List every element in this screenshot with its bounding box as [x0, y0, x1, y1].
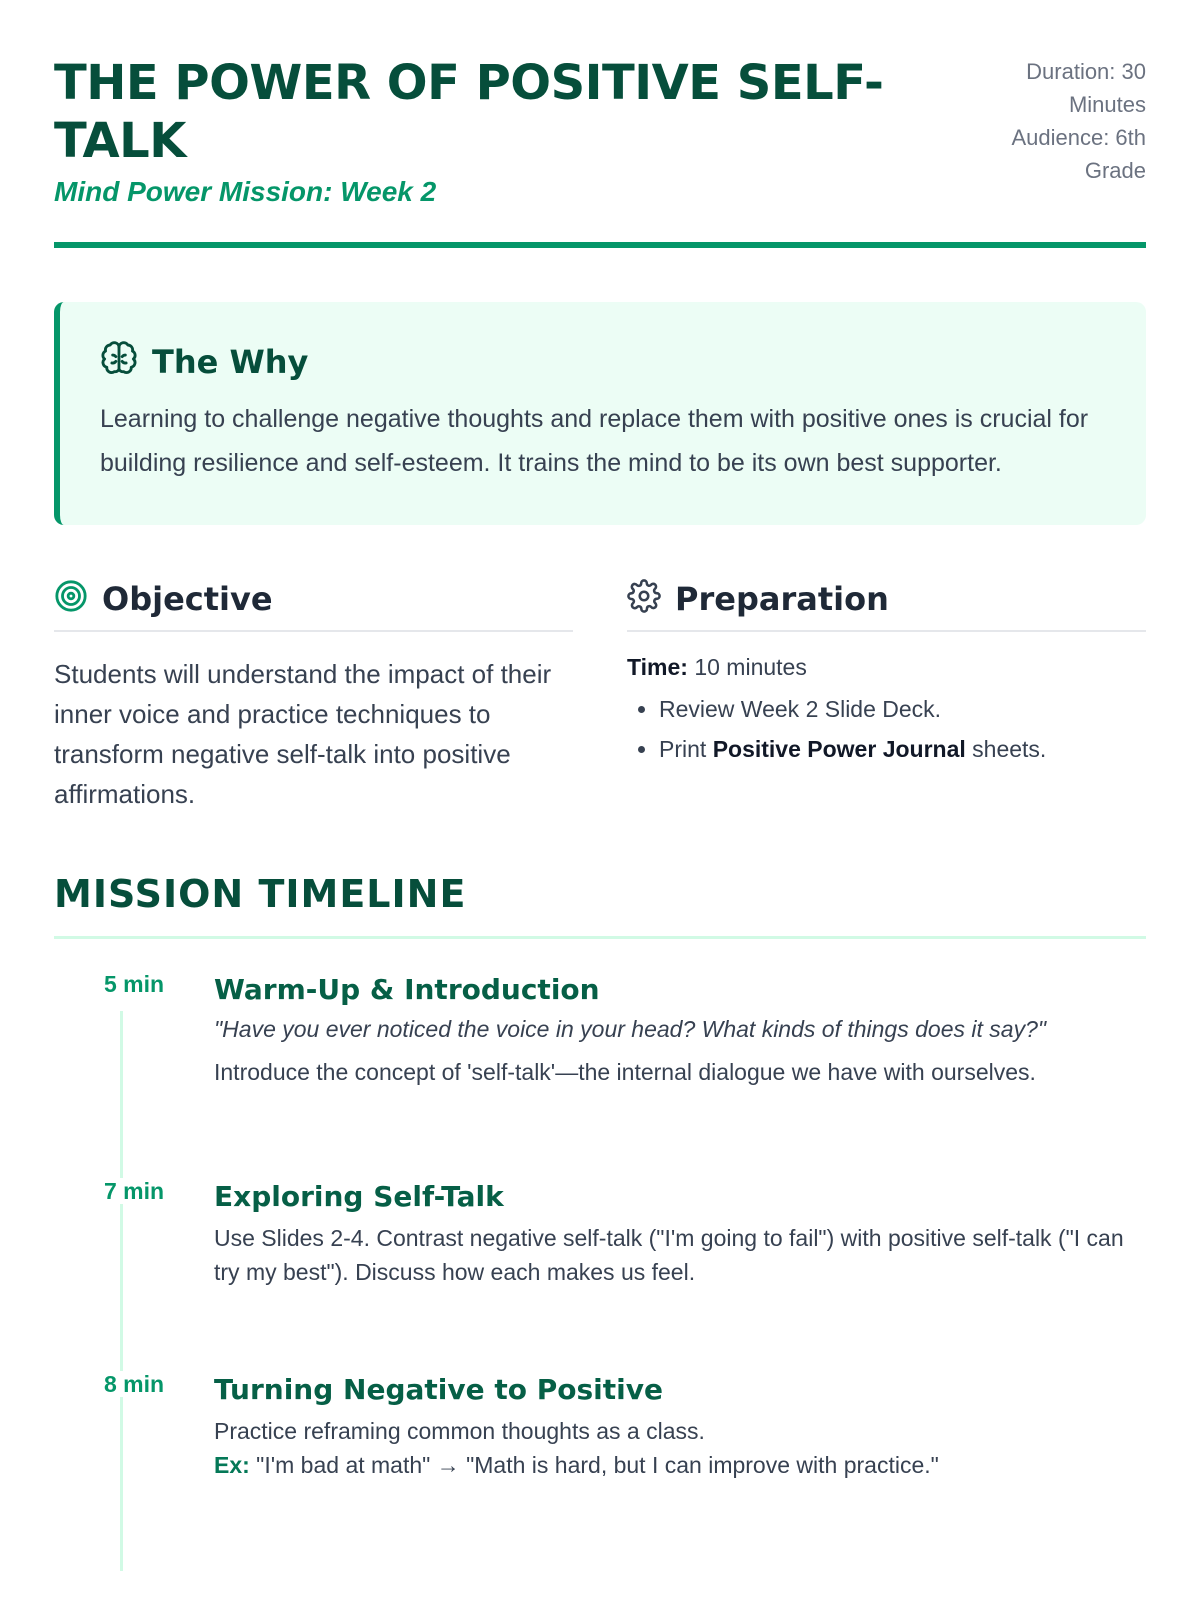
- why-header: [100, 340, 1102, 383]
- list-item-text: Review Week 2 Slide Deck.: [659, 696, 942, 722]
- timeline-item: [54, 1367, 1146, 1482]
- preparation-title: Preparation: [675, 579, 889, 618]
- time-label: Time:: [627, 654, 688, 680]
- objective-title: Objective: [102, 579, 273, 618]
- timeline-body: [214, 967, 1146, 1174]
- timeline-time-text: 5 min: [100, 971, 168, 997]
- preparation-time: [627, 654, 1146, 681]
- time-value: 10 minutes: [687, 654, 807, 680]
- timeline-item-desc: Introduce the concept of 'self-talk'—the internal dialogue we have with ourselves.: [214, 1059, 1036, 1085]
- timeline-divider: [54, 936, 1146, 939]
- list-item-text: sheets.: [965, 736, 1047, 762]
- timeline-item: [54, 1174, 1146, 1367]
- preparation-section: [627, 579, 1146, 814]
- why-title: The Why: [152, 342, 309, 381]
- timeline-item-desc: Use Slides 2-4. Contrast negative self-talk ("I'm going to fail") with positive self-talk ("I can try my best"). Discuss how each makes us feel.: [214, 1225, 1124, 1285]
- timeline-item-title: Exploring Self-Talk: [214, 1180, 504, 1213]
- timeline-item-quote: "Have you ever noticed the voice in your head? What kinds of things does it say?": [214, 1016, 1047, 1042]
- timeline-item: [54, 967, 1146, 1174]
- audience-text: Audience: 6th Grade: [1011, 125, 1146, 183]
- list-item-text: Print: [659, 736, 713, 762]
- duration-text: Duration: 30 Minutes: [1026, 59, 1146, 117]
- brain-icon: [100, 340, 138, 383]
- timeline-body: [214, 1367, 1146, 1482]
- target-icon: [54, 579, 88, 618]
- why-text: Learning to challenge negative thoughts and replace them with positive ones is crucial for building resilience and self-esteem. It trains the mind to be its own best supporter.: [100, 405, 1089, 477]
- timeline-time-text: 7 min: [100, 1178, 168, 1204]
- page-title: THE POWER OF POSITIVE SELF-TALK: [54, 55, 884, 169]
- title-block: [54, 54, 894, 208]
- timeline-item-title: Warm-Up & Introduction: [214, 973, 600, 1006]
- list-item: [659, 729, 1146, 769]
- timeline-time: [54, 1367, 214, 1482]
- example-label: Ex:: [214, 1452, 250, 1478]
- timeline-time-text: 8 min: [100, 1371, 168, 1397]
- list-item-bold: Positive Power Journal: [712, 736, 966, 762]
- objective-header: [54, 579, 573, 632]
- timeline-time: [54, 1174, 214, 1367]
- timeline: [54, 967, 1146, 1482]
- objective-section: [54, 579, 573, 814]
- timeline-time: [54, 967, 214, 1174]
- timeline-body: [214, 1174, 1146, 1367]
- preparation-list: [627, 689, 1146, 769]
- timeline-item-desc: Practice reframing common thoughts as a class.: [214, 1418, 705, 1444]
- example-text: "I'm bad at math" → "Math is hard, but I can improve with practice.": [249, 1452, 939, 1478]
- gear-icon: [627, 579, 661, 618]
- preparation-header: [627, 579, 1146, 632]
- page-subtitle: Mind Power Mission: Week 2: [54, 176, 437, 207]
- objective-text: Students will understand the impact of their inner voice and practice techniques to transform negative self-talk into positive affirmations.: [54, 659, 552, 809]
- timeline-item-example: [214, 1448, 1146, 1482]
- info-columns: [54, 579, 1146, 814]
- why-callout: [54, 302, 1146, 525]
- timeline-item-title: Turning Negative to Positive: [214, 1373, 663, 1406]
- list-item: [659, 689, 1146, 729]
- header-divider: [54, 242, 1146, 248]
- timeline-title: MISSION TIMELINE: [54, 872, 467, 916]
- header: [54, 54, 1146, 208]
- meta-info: [971, 55, 1146, 187]
